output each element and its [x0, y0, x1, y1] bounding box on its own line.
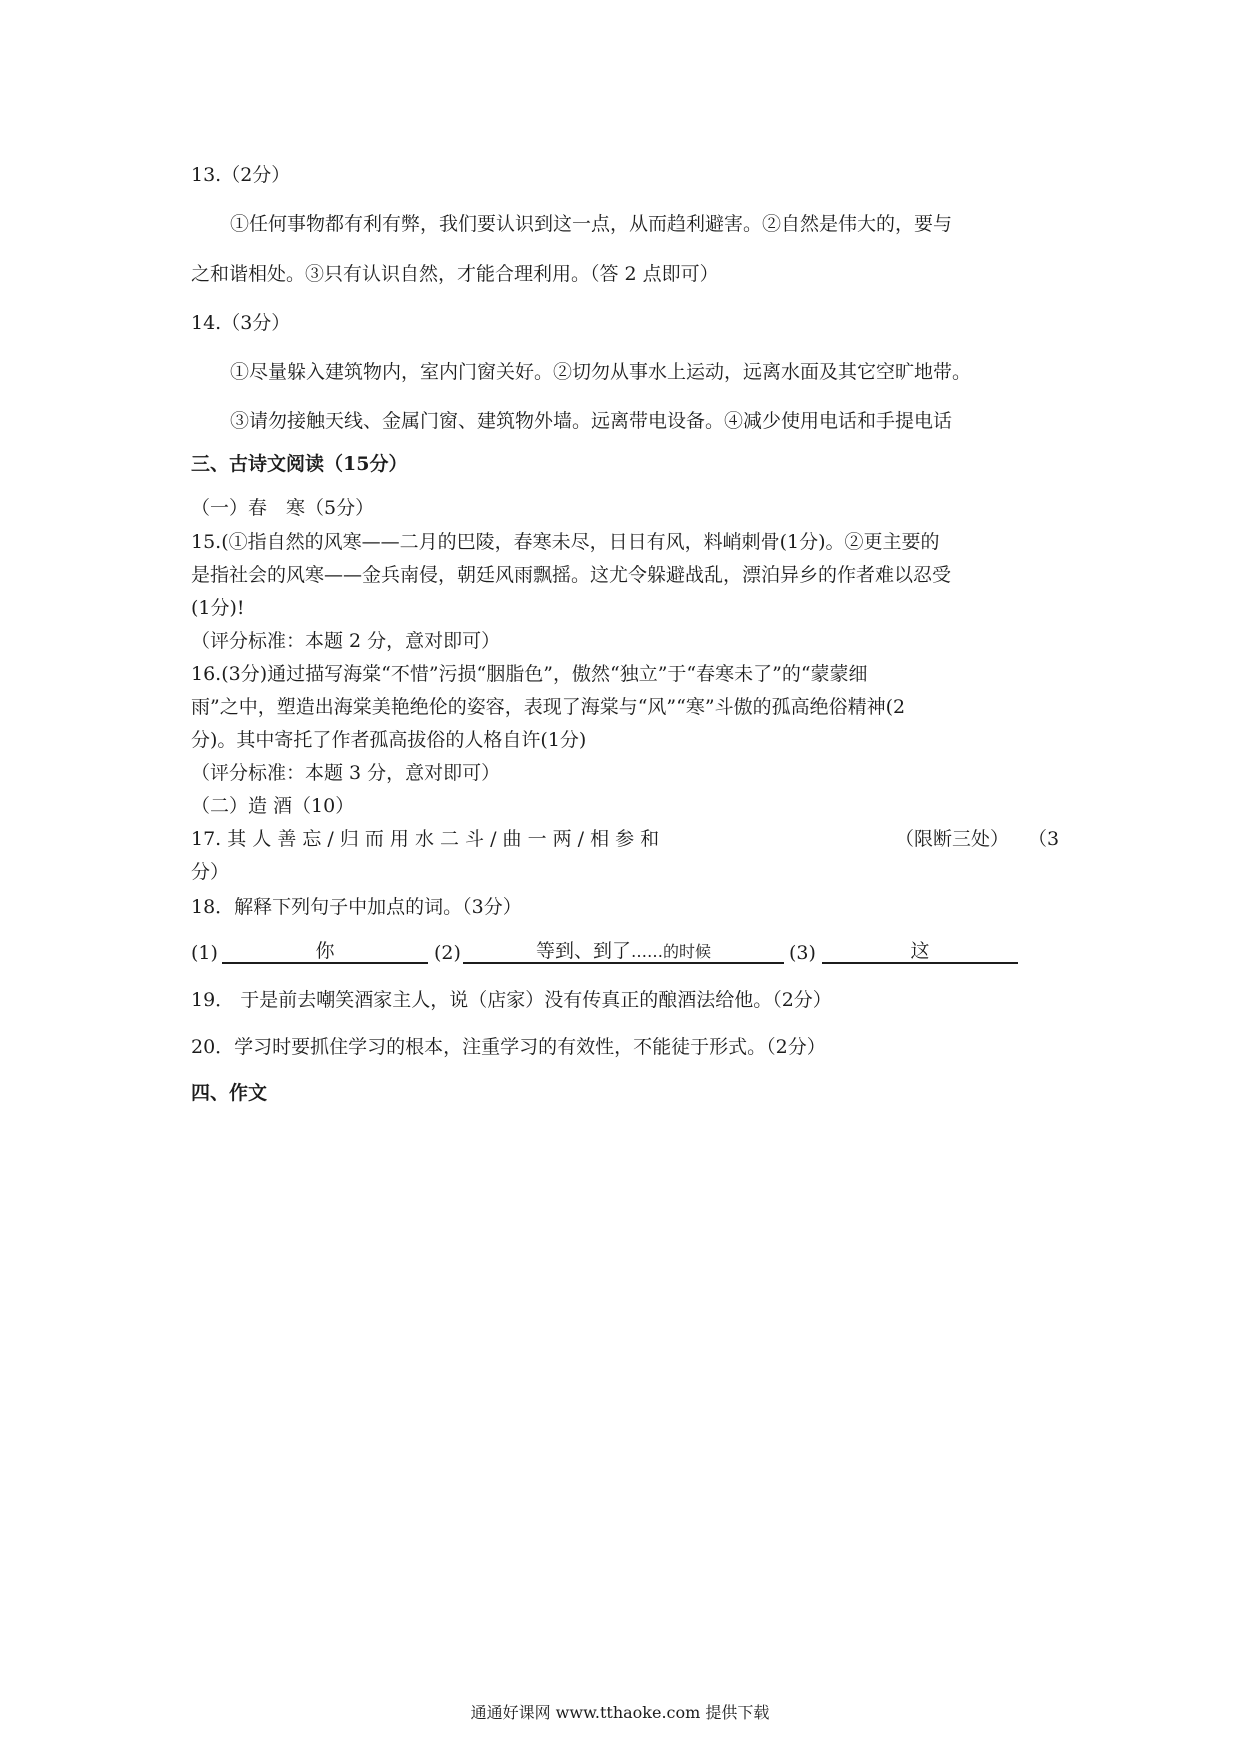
q18-answer-3-text: 这 [910, 940, 930, 962]
q18-text: 18．解释下列句子中加点的词。（3分） [191, 896, 522, 918]
q18-label-1: (1) [191, 942, 218, 964]
page-footer: 通通好课网 www.tthaoke.com 提供下载 [470, 1703, 770, 1722]
part-2-title: （二）造 酒（10） [191, 795, 355, 817]
q17-score-a: （3 [1028, 828, 1060, 850]
q18-answer-2 [463, 940, 784, 964]
q18-answer-2-main: 等到、到了 [535, 940, 631, 962]
q20-text: 20．学习时要抓住学习的根本，注重学习的有效性，不能徒于形式。（2分） [191, 1036, 826, 1058]
q16-line-3: 分)。其中寄托了作者孤高拔俗的人格自许(1分) [191, 729, 587, 751]
section-3-title: 三、古诗文阅读（15分） [191, 453, 408, 475]
q17-text: 17. 其 人 善 忘 / 归 而 用 水 二 斗 / 曲 一 两 / 相 参 和 [191, 828, 660, 850]
q18-answer-1 [222, 940, 428, 964]
q13-line-2: 之和谐相处。③只有认识自然，才能合理利用。（答 2 点即可） [191, 263, 719, 285]
q16-scoring: （评分标准：本题 3 分，意对即可） [191, 762, 501, 784]
q18-answer-1-text: 你 [315, 940, 335, 962]
q14-line-2: ③请勿接触天线、金属门窗、建筑物外墙。远离带电设备。④减少使用电话和手提电话 [230, 410, 953, 432]
q15-line-2: 是指社会的风寒——金兵南侵，朝廷风雨飘摇。这尤令躲避战乱，漂泊异乡的作者难以忍受 [191, 564, 952, 586]
q14-head: 14.（3分） [191, 312, 291, 334]
q17-score-b: 分） [191, 861, 230, 883]
q18-label-2: (2) [434, 942, 461, 964]
q16-line-2: 雨”之中，塑造出海棠美艳绝伦的姿容，表现了海棠与“风”“寒”斗傲的孤高绝俗精神(2 [191, 696, 906, 718]
q19-text: 19． 于是前去嘲笑酒家主人，说（店家）没有传真正的酿酒法给他。（2分） [191, 989, 832, 1011]
section-4-title: 四、作文 [191, 1082, 268, 1104]
q15-scoring: （评分标准：本题 2 分，意对即可） [191, 630, 501, 652]
q16-line-1: 16.(3分)通过描写海棠“不惜”污损“胭脂色”，傲然“独立”于“春寒未了”的“蒙蒙细 [191, 663, 868, 685]
q18-answer-3 [822, 940, 1018, 964]
q14-line-1: ①尽量躲入建筑物内，室内门窗关好。②切勿从事水上运动，远离水面及其它空旷地带。 [230, 361, 972, 383]
q17-note: （限断三处） [895, 828, 1010, 850]
q13-head: 13.（2分） [191, 164, 291, 186]
q15-line-1: 15.(①指自然的风寒——二月的巴陵，春寒未尽，日日有风，料峭刺骨(1分)。②更主要的 [191, 531, 940, 553]
q18-answer-2-small: ……的时候 [631, 942, 712, 961]
part-1-title: （一）春 寒（5分） [191, 497, 375, 519]
q18-label-3: (3) [789, 942, 816, 964]
q13-line-1: ①任何事物都有利有弊，我们要认识到这一点，从而趋利避害。②自然是伟大的，要与 [230, 213, 953, 235]
q15-line-3: (1分)! [191, 597, 245, 619]
